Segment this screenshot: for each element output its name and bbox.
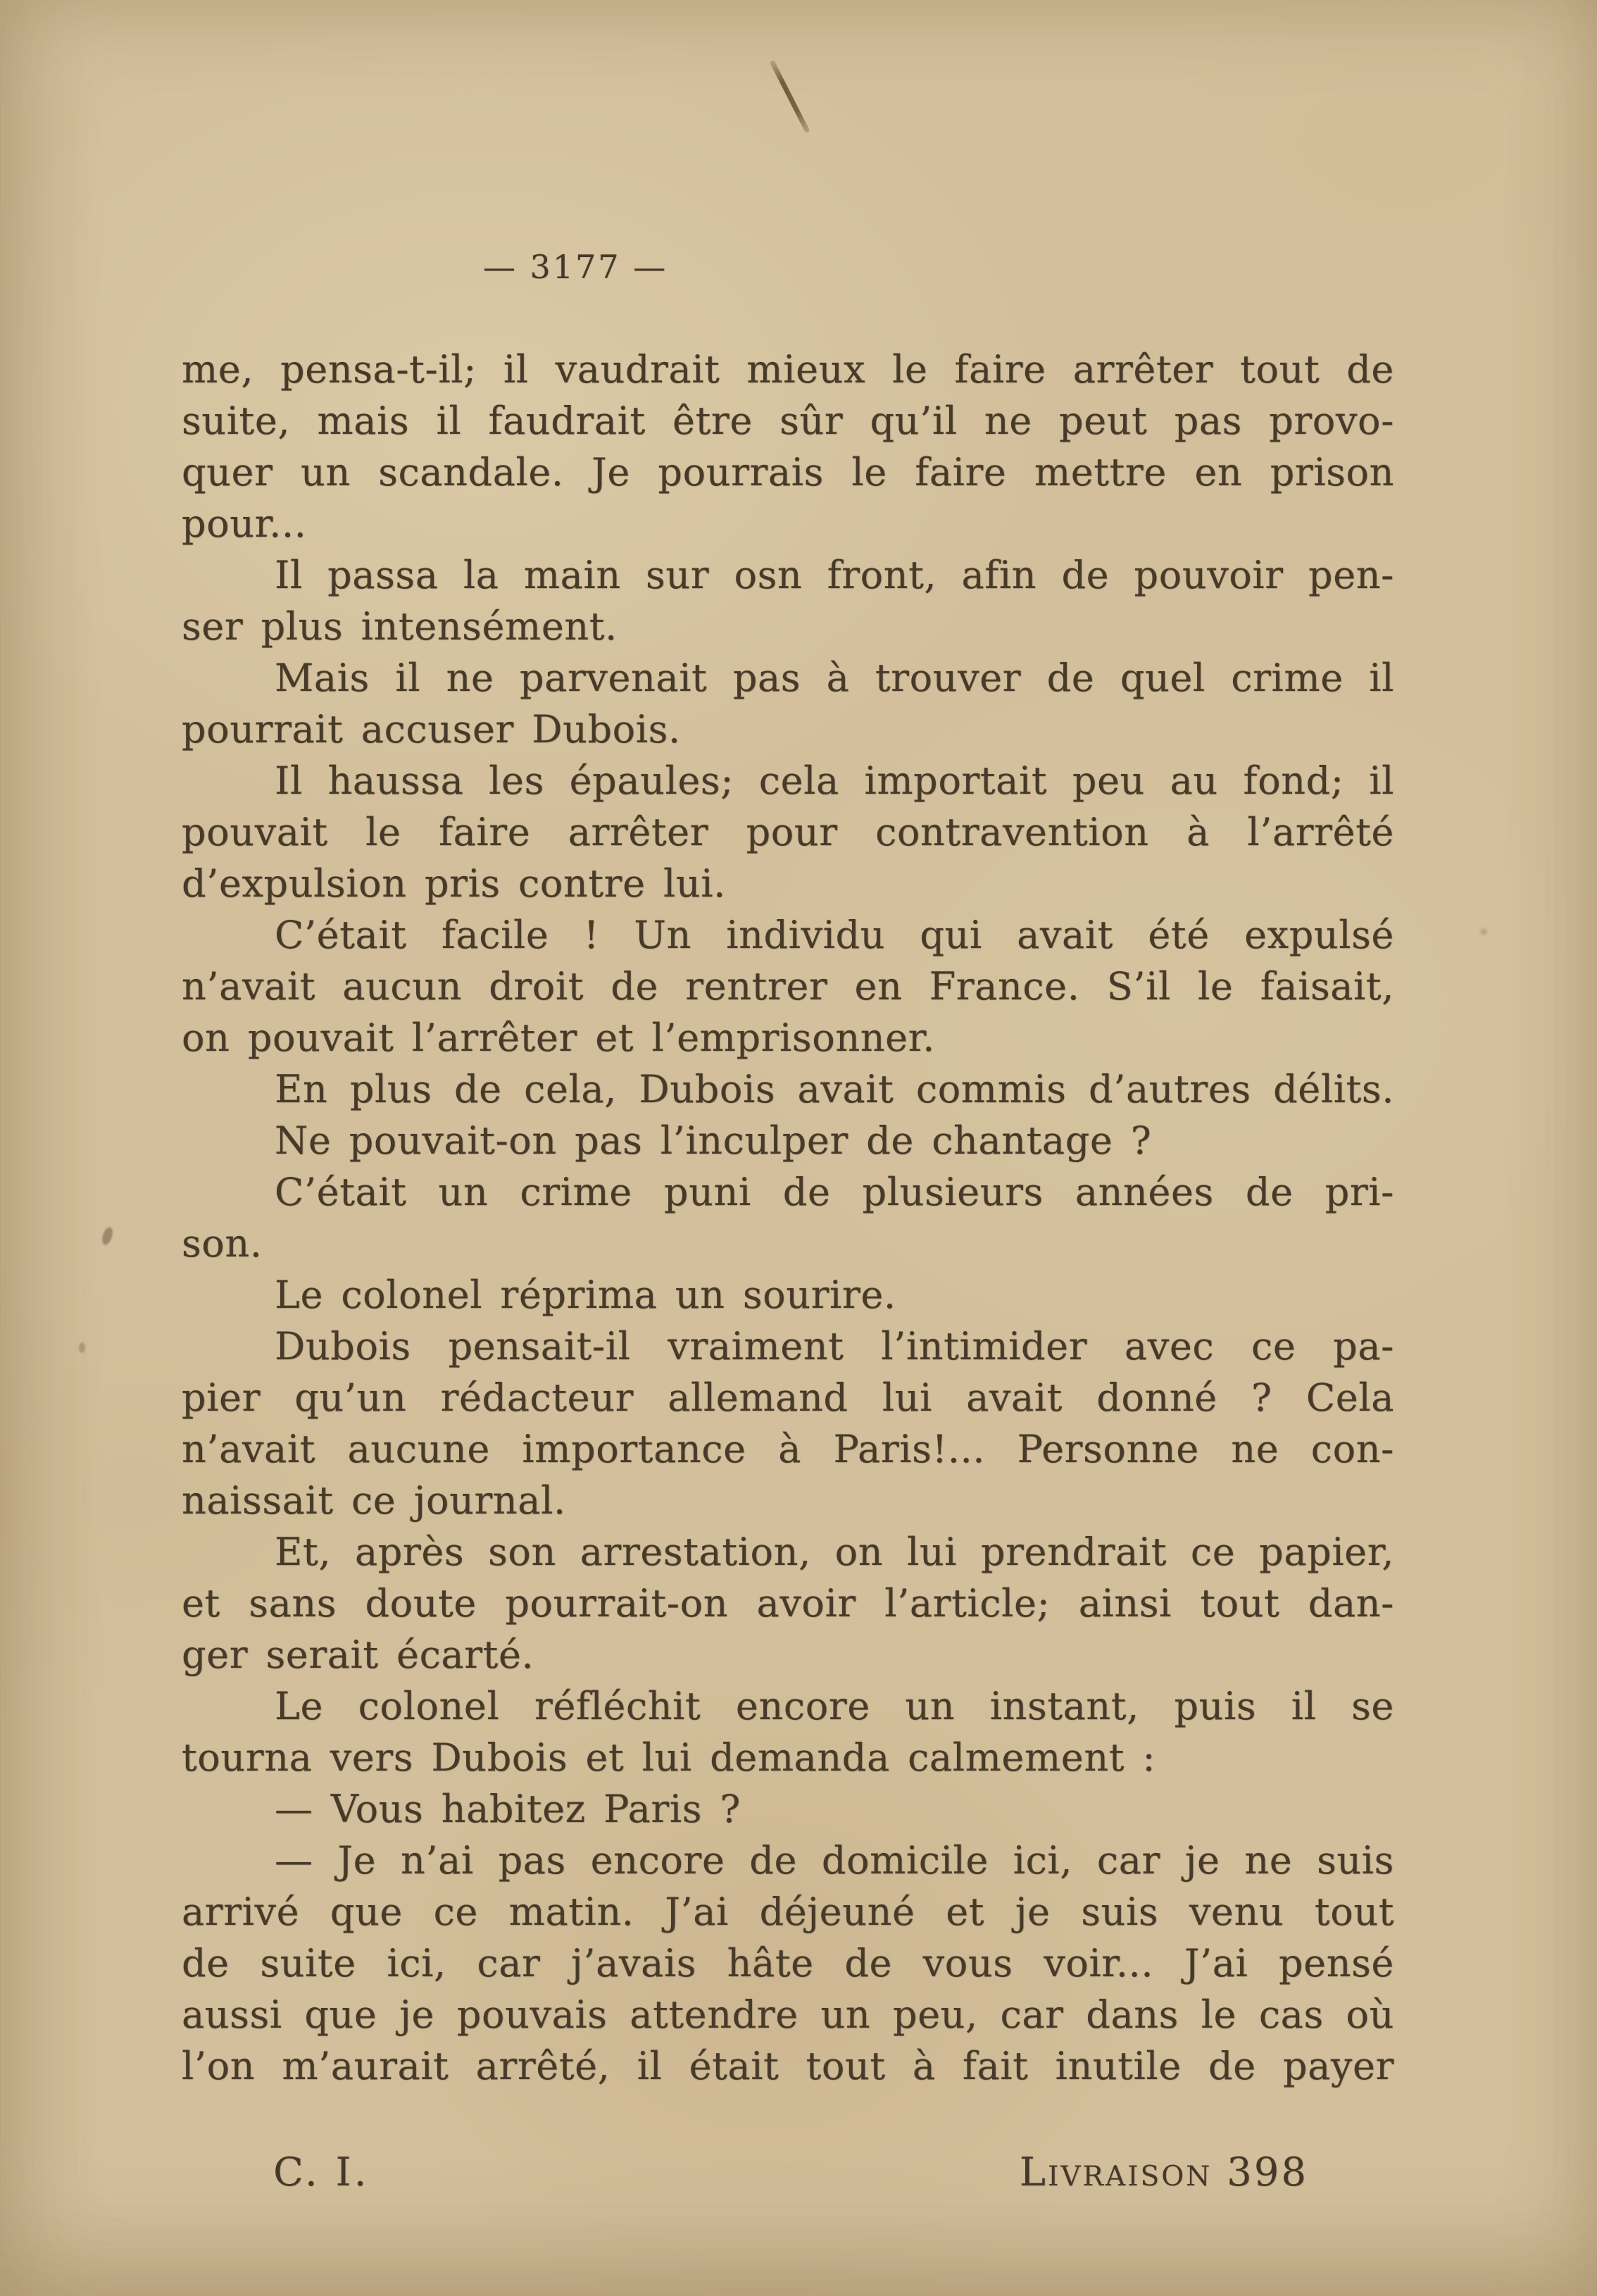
text-line: Le colonel réfléchit encore un instant, puis il se bbox=[275, 1684, 1394, 1728]
page-number: — 3177 — bbox=[483, 248, 668, 286]
text-line: Le colonel réprima un sourire. bbox=[275, 1273, 896, 1317]
text-line: on pouvait l’arrêter et l’emprisonner. bbox=[182, 1016, 935, 1060]
livraison-number: Livraison 398 bbox=[1019, 2150, 1308, 2195]
text-line: et sans doute pourrait-on avoir l’article; ainsi tout dan- bbox=[182, 1581, 1394, 1626]
text-line: ger serait écarté. bbox=[182, 1633, 534, 1677]
text-line: suite, mais il faudrait être sûr qu’il ne peut pas provo- bbox=[182, 399, 1394, 443]
paragraph bbox=[182, 1680, 1394, 1783]
text-line: arrivé que ce matin. J’ai déjeuné et je suis venu tout bbox=[182, 1890, 1394, 1934]
text-line: tourna vers Dubois et lui demanda calmement : bbox=[182, 1735, 1156, 1780]
text-line: son. bbox=[182, 1221, 263, 1266]
paragraph bbox=[182, 652, 1394, 755]
text-line: de suite ici, car j’avais hâte de vous voir... J’ai pensé bbox=[182, 1941, 1394, 1985]
text-line: — Je n’ai pas encore de domicile ici, car je ne suis bbox=[275, 1838, 1394, 1883]
text-line: n’avait aucune importance à Paris!... Personne ne con- bbox=[182, 1427, 1394, 1471]
ink-speck bbox=[100, 1226, 114, 1247]
text-line: aussi que je pouvais attendre un peu, car dans le cas où bbox=[182, 1992, 1394, 2037]
paragraph bbox=[182, 1166, 1394, 1269]
paragraph bbox=[182, 755, 1394, 909]
text-line: d’expulsion pris contre lui. bbox=[182, 861, 726, 906]
page-footer bbox=[182, 2150, 1394, 2195]
text-line: Ne pouvait-on pas l’inculper de chantage ? bbox=[275, 1118, 1152, 1163]
text-line: Il haussa les épaules; cela importait peu au fond; il bbox=[275, 759, 1394, 803]
paragraph bbox=[182, 1063, 1394, 1115]
text-line: En plus de cela, Dubois avait commis d’autres délits. bbox=[275, 1067, 1394, 1111]
text-line: Dubois pensait-il vraiment l’intimider avec ce pa- bbox=[275, 1324, 1394, 1368]
ink-speck bbox=[1480, 928, 1487, 935]
text-line: quer un scandale. Je pourrais le faire mettre en prison bbox=[182, 450, 1394, 494]
text-line: pouvait le faire arrêter pour contravention à l’arrêté bbox=[182, 810, 1394, 854]
paragraph bbox=[182, 1269, 1394, 1321]
text-line: Et, après son arrestation, on lui prendrait ce papier, bbox=[275, 1530, 1394, 1574]
text-line: — Vous habitez Paris ? bbox=[275, 1787, 741, 1831]
ink-speck bbox=[79, 1342, 85, 1353]
text-line: l’on m’aurait arrêté, il était tout à fait inutile de payer bbox=[182, 2044, 1394, 2088]
text-line: pourrait accuser Dubois. bbox=[182, 707, 681, 751]
text-line: Mais il ne parvenait pas à trouver de quel crime il bbox=[275, 656, 1394, 700]
text-line: me, pensa-t-il; il vaudrait mieux le faire arrêter tout de bbox=[182, 347, 1394, 392]
paragraph bbox=[182, 344, 1394, 549]
signature-mark: C. I. bbox=[273, 2150, 370, 2195]
paragraph bbox=[182, 1321, 1394, 1526]
paragraph bbox=[182, 1835, 1394, 2092]
text-line: C’était un crime puni de plusieurs années de pri- bbox=[275, 1170, 1394, 1214]
page-text bbox=[182, 344, 1394, 2092]
text-line: C’était facile ! Un individu qui avait été expulsé bbox=[275, 913, 1394, 957]
text-line: Il passa la main sur osn front, afin de pouvoir pen- bbox=[275, 553, 1394, 597]
paragraph bbox=[182, 909, 1394, 1063]
paragraph bbox=[182, 1526, 1394, 1680]
text-line: pour... bbox=[182, 501, 307, 546]
text-line: n’avait aucun droit de rentrer en France. S’il le faisait, bbox=[182, 964, 1394, 1009]
paragraph bbox=[182, 1783, 1394, 1835]
text-line: ser plus intensément. bbox=[182, 604, 618, 649]
text-line: naissait ce journal. bbox=[182, 1478, 566, 1523]
paragraph bbox=[182, 549, 1394, 652]
pen-stroke-mark bbox=[770, 60, 810, 134]
paragraph bbox=[182, 1115, 1394, 1166]
text-line: pier qu’un rédacteur allemand lui avait donné ? Cela bbox=[182, 1375, 1394, 1420]
